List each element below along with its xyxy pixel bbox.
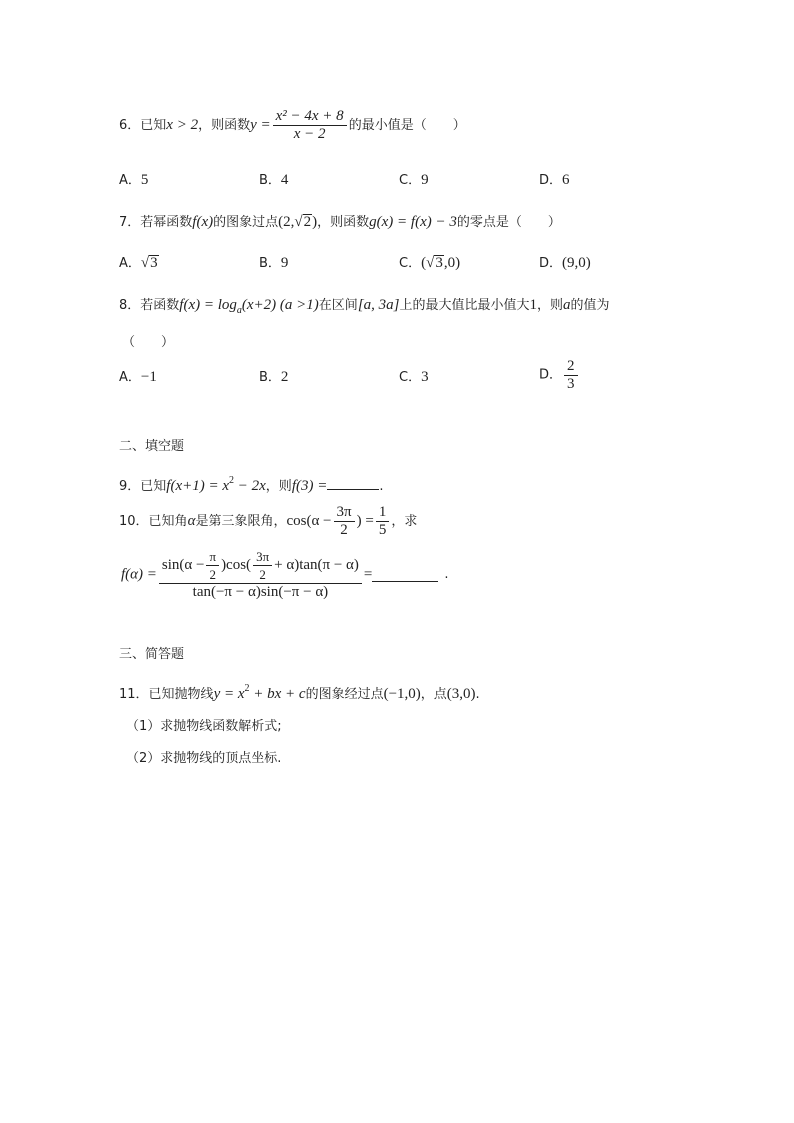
math-interval: [a, 3a] [357, 297, 400, 313]
fraction [273, 108, 347, 143]
math-expression: cos(α − [286, 513, 332, 529]
question-6 [119, 108, 466, 143]
math-expression: ) = [356, 513, 374, 529]
math-point: (2, [278, 214, 295, 230]
question-number: 11． [119, 687, 149, 702]
question-text: ，则 [265, 479, 292, 494]
math-expression: + bx + c [249, 686, 306, 702]
fraction-denominator: x − 2 [293, 126, 326, 142]
question-text: 是第三象限角， [195, 514, 287, 529]
question-text: 的最小值是（ ） [348, 118, 466, 133]
section-heading-fill-blank: 二、填空题 [119, 439, 185, 454]
option-c[interactable]: C．3 [399, 369, 429, 385]
option-a[interactable]: A．5 [119, 172, 149, 188]
math-expression: (x+2) (a >1) [241, 297, 319, 313]
question-text: 已知角 [148, 514, 188, 529]
log-base: a [236, 305, 242, 316]
option-a[interactable]: A．−1 [119, 369, 157, 385]
math-expression: f(3) = [291, 478, 328, 494]
math-expression: f(x) [192, 214, 214, 230]
big-fraction [159, 548, 362, 601]
question-text: 若幂函数 [140, 215, 193, 230]
option-b[interactable]: B．4 [259, 172, 289, 188]
question-number: 10． [119, 514, 149, 529]
question-text: 上的最大值比最小值大 [399, 298, 530, 313]
sub-question-2: （2）求抛物线的顶点坐标. [126, 751, 282, 766]
question-number: 7． [119, 215, 141, 230]
option-c[interactable]: C．(√3,0) [399, 255, 461, 271]
option-d[interactable]: D． $\frac{2}{3}$ [539, 358, 580, 393]
math-expression: g(x) = f(x) − 3 [369, 214, 457, 230]
question-8 [119, 296, 610, 320]
question-text: ，则 [537, 298, 564, 313]
option-b[interactable]: B．9 [259, 255, 289, 271]
math-expression: f(α) = [121, 566, 157, 583]
question-text: ，则函数 [198, 118, 251, 133]
question-10 [119, 504, 417, 539]
answer-blank[interactable] [372, 567, 438, 582]
answer-paren: （ ） [122, 335, 175, 350]
question-text: 的零点是（ ） [456, 215, 561, 230]
math-expression: f(x+1) = x [166, 478, 230, 494]
option-a[interactable]: A．√3 [119, 255, 158, 271]
math-expression: y = [250, 117, 271, 133]
math-point: (3,0) [446, 686, 476, 702]
question-text: 已知 [140, 118, 167, 133]
question-text: 已知抛物线 [148, 687, 214, 702]
math-point: (−1,0) [383, 686, 421, 702]
math-point: ) [312, 214, 318, 230]
fraction-numerator: x² − 4x + 8 [273, 108, 347, 126]
question-7: 7．若幂函数f(x)的图象过点(2,√2)，则函数g(x) = f(x) − 3的零点是（ ） [119, 214, 561, 230]
question-10-formula: f(α) = sin(α − $\frac{\pi}{2}$ )cos( $\frac{3\pi}{2}$ + α)tan(π − α) tan(−π − α)sin(−π − α) = . [121, 549, 449, 600]
question-text: 的值为 [570, 298, 610, 313]
question-number: 8． [119, 298, 141, 313]
math-variable: a [563, 297, 571, 313]
question-text: ，求 [391, 514, 418, 529]
question-text: 的图象过点 [213, 215, 279, 230]
question-number: 6． [119, 118, 141, 133]
math-condition: x > 2 [166, 117, 199, 133]
math-expression: y = x [213, 686, 245, 702]
question-text: 的图象经过点 [305, 687, 384, 702]
fraction-denominator: tan(−π − α)sin(−π − α) [192, 584, 329, 600]
section-heading-short-answer: 三、简答题 [119, 647, 185, 662]
question-9: 9．已知$f(x+1) = x^2 - 2x$，则f(3) = . [119, 475, 384, 494]
option-d[interactable]: D．(9,0) [539, 255, 591, 271]
question-text: 若函数 [140, 298, 180, 313]
math-expression: f(x) = log [179, 297, 237, 313]
fraction: $\frac{3\pi}{2}$ [334, 504, 355, 539]
sub-question-1: （1）求抛物线函数解析式; [126, 719, 282, 734]
question-11: 11．已知抛物线$y = x^2$ + bx + c的图象经过点(−1,0)，点(3,0). [119, 683, 480, 702]
question-text: 在区间 [318, 298, 358, 313]
question-number: 9． [119, 479, 141, 494]
fraction: $\frac{1}{5}$ [376, 504, 390, 539]
math-expression: − 2x [234, 478, 266, 494]
option-d[interactable]: D．6 [539, 172, 570, 188]
math-number: 1 [529, 297, 538, 313]
option-b[interactable]: B．2 [259, 369, 289, 385]
question-text: ，则函数 [317, 215, 370, 230]
math-radicand: 2 [303, 214, 312, 230]
fraction: $\frac{2}{3}$ [564, 358, 578, 393]
math-variable: α [187, 513, 196, 529]
fraction-numerator: sin(α − $\frac{\pi}{2}$ )cos( $\frac{3\pi}{2}$ + α)tan(π − α) [159, 548, 362, 584]
question-text: 已知 [140, 479, 167, 494]
option-c[interactable]: C．9 [399, 172, 429, 188]
question-text: ，点 [420, 687, 447, 702]
answer-blank[interactable] [327, 475, 379, 490]
